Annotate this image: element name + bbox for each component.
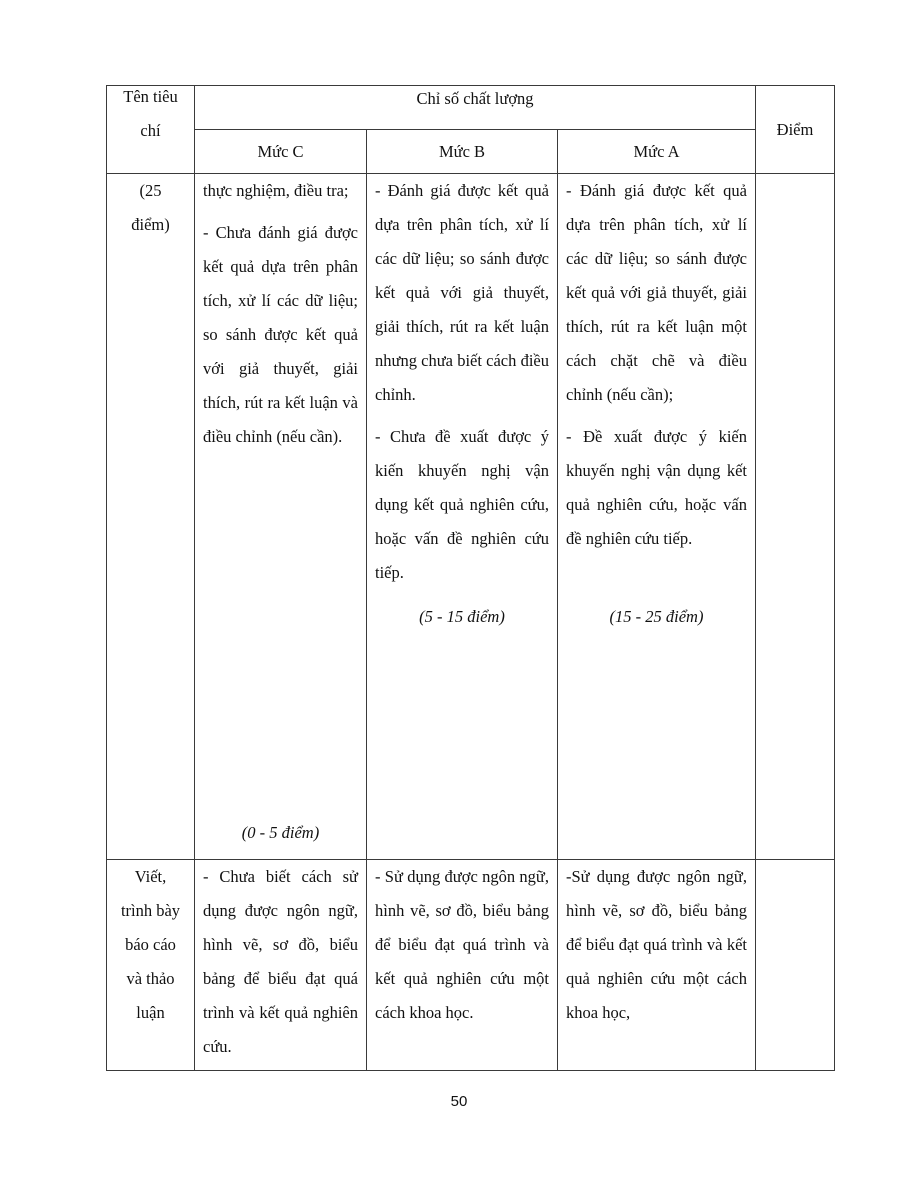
level-a-cell [558, 860, 756, 1071]
header-level-c: Mức C [195, 130, 367, 174]
header-criteria-cell [107, 86, 195, 174]
level-c-paragraph: - Chưa biết cách sử dụng được ngôn ngữ, hình vẽ, sơ đồ, biểu bảng để biểu đạt quá trình và kết quả nghiên cứu. [203, 867, 358, 1056]
page-number: 50 [450, 1093, 468, 1110]
level-b-cell [367, 860, 558, 1071]
criteria-cell [107, 860, 195, 1071]
score-cell [756, 860, 835, 1071]
criteria-line: luận [136, 1003, 165, 1022]
level-b-points: (5 - 15 điểm) [419, 607, 505, 626]
level-a-paragraph: - Đề xuất được ý kiến khuyến nghị vận dụng kết quả nghiên cứu, hoặc vấn đề nghiên cứu tiếp. [566, 427, 747, 548]
level-c-cell [195, 860, 367, 1071]
criteria-line: và thảo [126, 969, 175, 988]
level-a-cell [558, 174, 756, 860]
evaluation-criteria-table [106, 85, 835, 1071]
level-c-cell [195, 174, 367, 860]
level-b-cell [367, 174, 558, 860]
table-row [107, 174, 835, 860]
header-quality-label: Chỉ số chất lượng [416, 89, 534, 108]
header-score-cell [756, 86, 835, 174]
level-b-paragraph: - Chưa đề xuất được ý kiến khuyến nghị vận dụng kết quả nghiên cứu, hoặc vấn đề nghiên cứu tiếp. [375, 427, 549, 582]
level-b-paragraph: - Đánh giá được kết quả dựa trên phân tích, xử lí các dữ liệu; so sánh được kết quả với giả thuyết, giải thích, rút ra kết luận nhưng chưa biết cách điều chỉnh. [375, 181, 549, 404]
criteria-line: trình bày [120, 901, 181, 920]
score-cell [756, 174, 835, 860]
header-level-b: Mức B [367, 130, 558, 174]
level-b-paragraph: - Sử dụng được ngôn ngữ, hình vẽ, sơ đồ, biểu bảng để biểu đạt quá trình và kết quả nghiên cứu một cách khoa học. [375, 867, 549, 1022]
level-c-paragraph: - Chưa đánh giá được kết quả dựa trên phân tích, xử lí các dữ liệu; so sánh được kết quả với giả thuyết, giải thích, rút ra kết luận và điều chỉnh (nếu cần). [203, 223, 358, 446]
header-score-label: Điểm [776, 119, 814, 139]
criteria-cell [107, 174, 195, 860]
criteria-line: (25 [139, 181, 162, 200]
criteria-line: Viết, [134, 867, 167, 886]
level-a-points: (15 - 25 điểm) [609, 607, 704, 626]
level-c-paragraph: thực nghiệm, điều tra; [203, 181, 349, 200]
header-criteria-label: Tên tiêu chí [123, 87, 178, 140]
criteria-line: báo cáo [125, 935, 176, 954]
table-row [107, 860, 835, 1071]
level-a-paragraph: -Sử dụng được ngôn ngữ, hình vẽ, sơ đồ, biểu bảng để biểu đạt quá trình và kết quả nghiên cứu một cách khoa học, [566, 867, 747, 1022]
header-quality-cell [195, 86, 756, 130]
level-c-points: (0 - 5 điểm) [241, 823, 320, 842]
level-a-paragraph: - Đánh giá được kết quả dựa trên phân tích, xử lí các dữ liệu; so sánh được kết quả với giả thuyết, giải thích, rút ra kết luận một cách chặt chẽ và điều chỉnh (nếu cần); [566, 181, 747, 404]
criteria-line: điểm) [131, 215, 170, 234]
header-level-a: Mức A [558, 130, 756, 174]
